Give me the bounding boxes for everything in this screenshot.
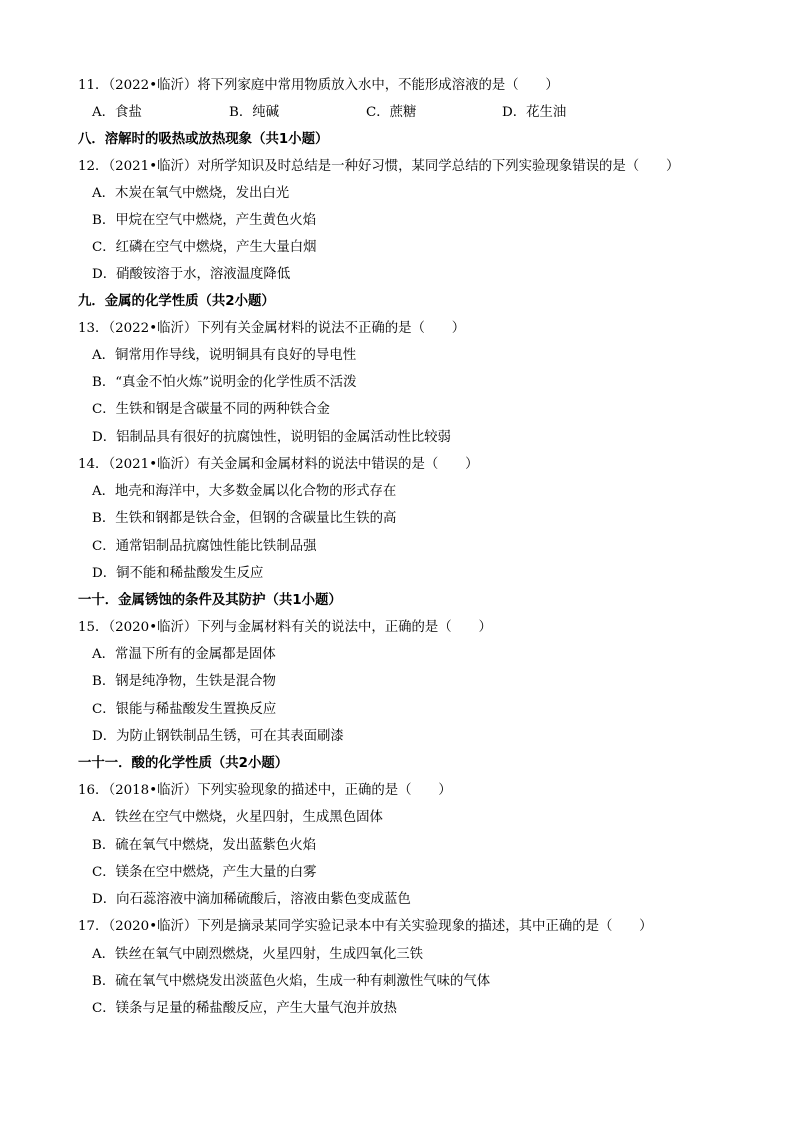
question-14-stem: 14．（2021•临沂）有关金属和金属材料的说法中错误的是（ ）	[78, 457, 479, 472]
question-15-option-d: D．为防止钢铁制品生锈，可在其表面刷漆	[92, 729, 344, 744]
question-15-option-c: C．银能与稀盐酸发生置换反应	[92, 702, 277, 717]
question-17-option-b: B．硫在氧气中燃烧发出淡蓝色火焰，生成一种有刺激性气味的气体	[92, 974, 491, 989]
question-11-option-c: C．蔗糖	[366, 105, 417, 120]
question-16-stem: 16．（2018•临沂）下列实验现象的描述中，正确的是（ ）	[78, 783, 452, 798]
question-11-option-a: A．食盐	[92, 105, 142, 120]
question-12-option-d: D．硝酸铵溶于水，溶液温度降低	[92, 267, 291, 282]
question-14-option-d: D．铜不能和稀盐酸发生反应	[92, 566, 264, 581]
question-15-option-b: B．钢是纯净物，生铁是混合物	[92, 674, 276, 689]
question-16-option-b: B．硫在氧气中燃烧，发出蓝紫色火焰	[92, 838, 317, 853]
question-14-option-c: C．通常铝制品抗腐蚀性能比铁制品强	[92, 539, 317, 554]
question-13-option-c: C．生铁和钢是含碳量不同的两种铁合金	[92, 402, 330, 417]
question-14-option-a: A．地壳和海洋中，大多数金属以化合物的形式存在	[92, 484, 397, 499]
question-16-option-a: A．铁丝在空气中燃烧，火星四射，生成黑色固体	[92, 810, 383, 825]
question-13-option-b: B．“真金不怕火炼”说明金的化学性质不活泼	[92, 375, 357, 390]
question-17-stem: 17．（2020•临沂）下列是摘录某同学实验记录本中有关实验现象的描述，其中正确的是（ ）	[78, 919, 653, 934]
question-11-stem: 11．（2022•临沂）将下列家庭中常用物质放入水中，不能形成溶液的是（ ）	[78, 78, 559, 93]
question-12-option-c: C．红磷在空气中燃烧，产生大量白烟	[92, 240, 317, 255]
section-heading-8: 八．溶解时的吸热或放热现象（共1小题）	[78, 132, 329, 147]
question-12-option-a: A．木炭在氧气中燃烧，发出白光	[92, 186, 290, 201]
question-15-stem: 15．（2020•临沂）下列与金属材料有关的说法中，正确的是（ ）	[78, 620, 492, 635]
question-12-stem: 12．（2021•临沂）对所学知识及时总结是一种好习惯，某同学总结的下列实验现象错误的是（ ）	[78, 159, 680, 174]
question-15-option-a: A．常温下所有的金属都是固体	[92, 647, 276, 662]
question-17-option-a: A．铁丝在氧气中剧烈燃烧，火星四射，生成四氧化三铁	[92, 947, 424, 962]
question-16-option-d: D．向石蕊溶液中滴加稀硫酸后，溶液由紫色变成蓝色	[92, 892, 411, 907]
question-13-stem: 13．（2022•临沂）下列有关金属材料的说法不正确的是（ ）	[78, 321, 466, 336]
question-13-option-a: A．铜常用作导线，说明铜具有良好的导电性	[92, 348, 357, 363]
question-12-option-b: B．甲烷在空气中燃烧，产生黄色火焰	[92, 213, 317, 228]
section-heading-10: 一十．金属锈蚀的条件及其防护（共1小题）	[78, 593, 342, 608]
question-11-option-d: D．花生油	[502, 105, 567, 120]
question-13-option-d: D．铝制品具有很好的抗腐蚀性，说明铝的金属活动性比较弱	[92, 430, 451, 445]
section-heading-11: 一十一．酸的化学性质（共2小题）	[78, 756, 289, 771]
question-11-option-b: B．纯碱	[229, 105, 280, 120]
question-16-option-c: C．镁条在空中燃烧，产生大量的白雾	[92, 865, 317, 880]
question-14-option-b: B．生铁和钢都是铁合金，但钢的含碳量比生铁的高	[92, 511, 397, 526]
section-heading-9: 九．金属的化学性质（共2小题）	[78, 294, 275, 309]
question-17-option-c: C．镁条与足量的稀盐酸反应，产生大量气泡并放热	[92, 1001, 397, 1016]
